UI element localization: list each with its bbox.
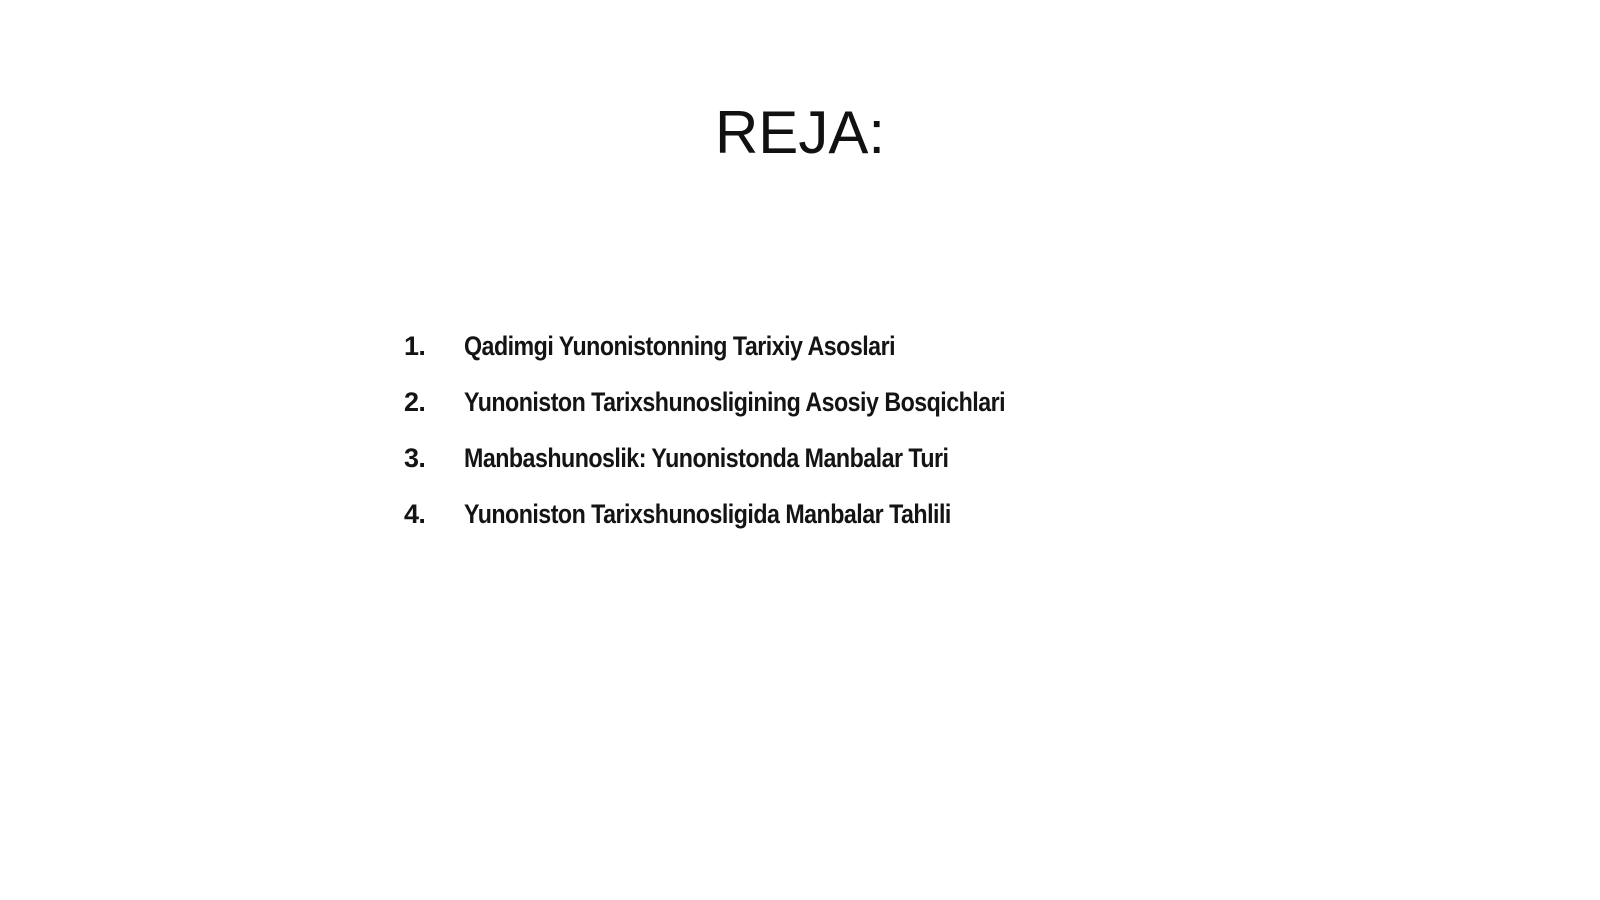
agenda-item-number: 1.	[404, 330, 426, 361]
agenda-item-number: 2.	[404, 386, 426, 417]
agenda-item-3	[404, 430, 1093, 486]
agenda-item-4	[404, 486, 1093, 542]
agenda-item-number: 3.	[404, 442, 426, 473]
agenda-item-text: Manbashunoslik: Yunonistonda Manbalar Turi	[464, 442, 949, 473]
agenda-item-text: Qadimgi Yunonistonning Tarixiy Asoslari	[464, 330, 896, 361]
slide-title: REJA:	[714, 99, 886, 166]
agenda-item-2	[404, 374, 1093, 430]
agenda-item-text: Yunoniston Tarixshunosligida Manbalar Tahlili	[464, 498, 951, 529]
agenda-list	[404, 318, 1093, 542]
agenda-item-number: 4.	[404, 498, 426, 529]
agenda-item-1	[404, 318, 1093, 374]
agenda-item-text: Yunoniston Tarixshunosligining Asosiy Bosqichlari	[464, 386, 1006, 417]
